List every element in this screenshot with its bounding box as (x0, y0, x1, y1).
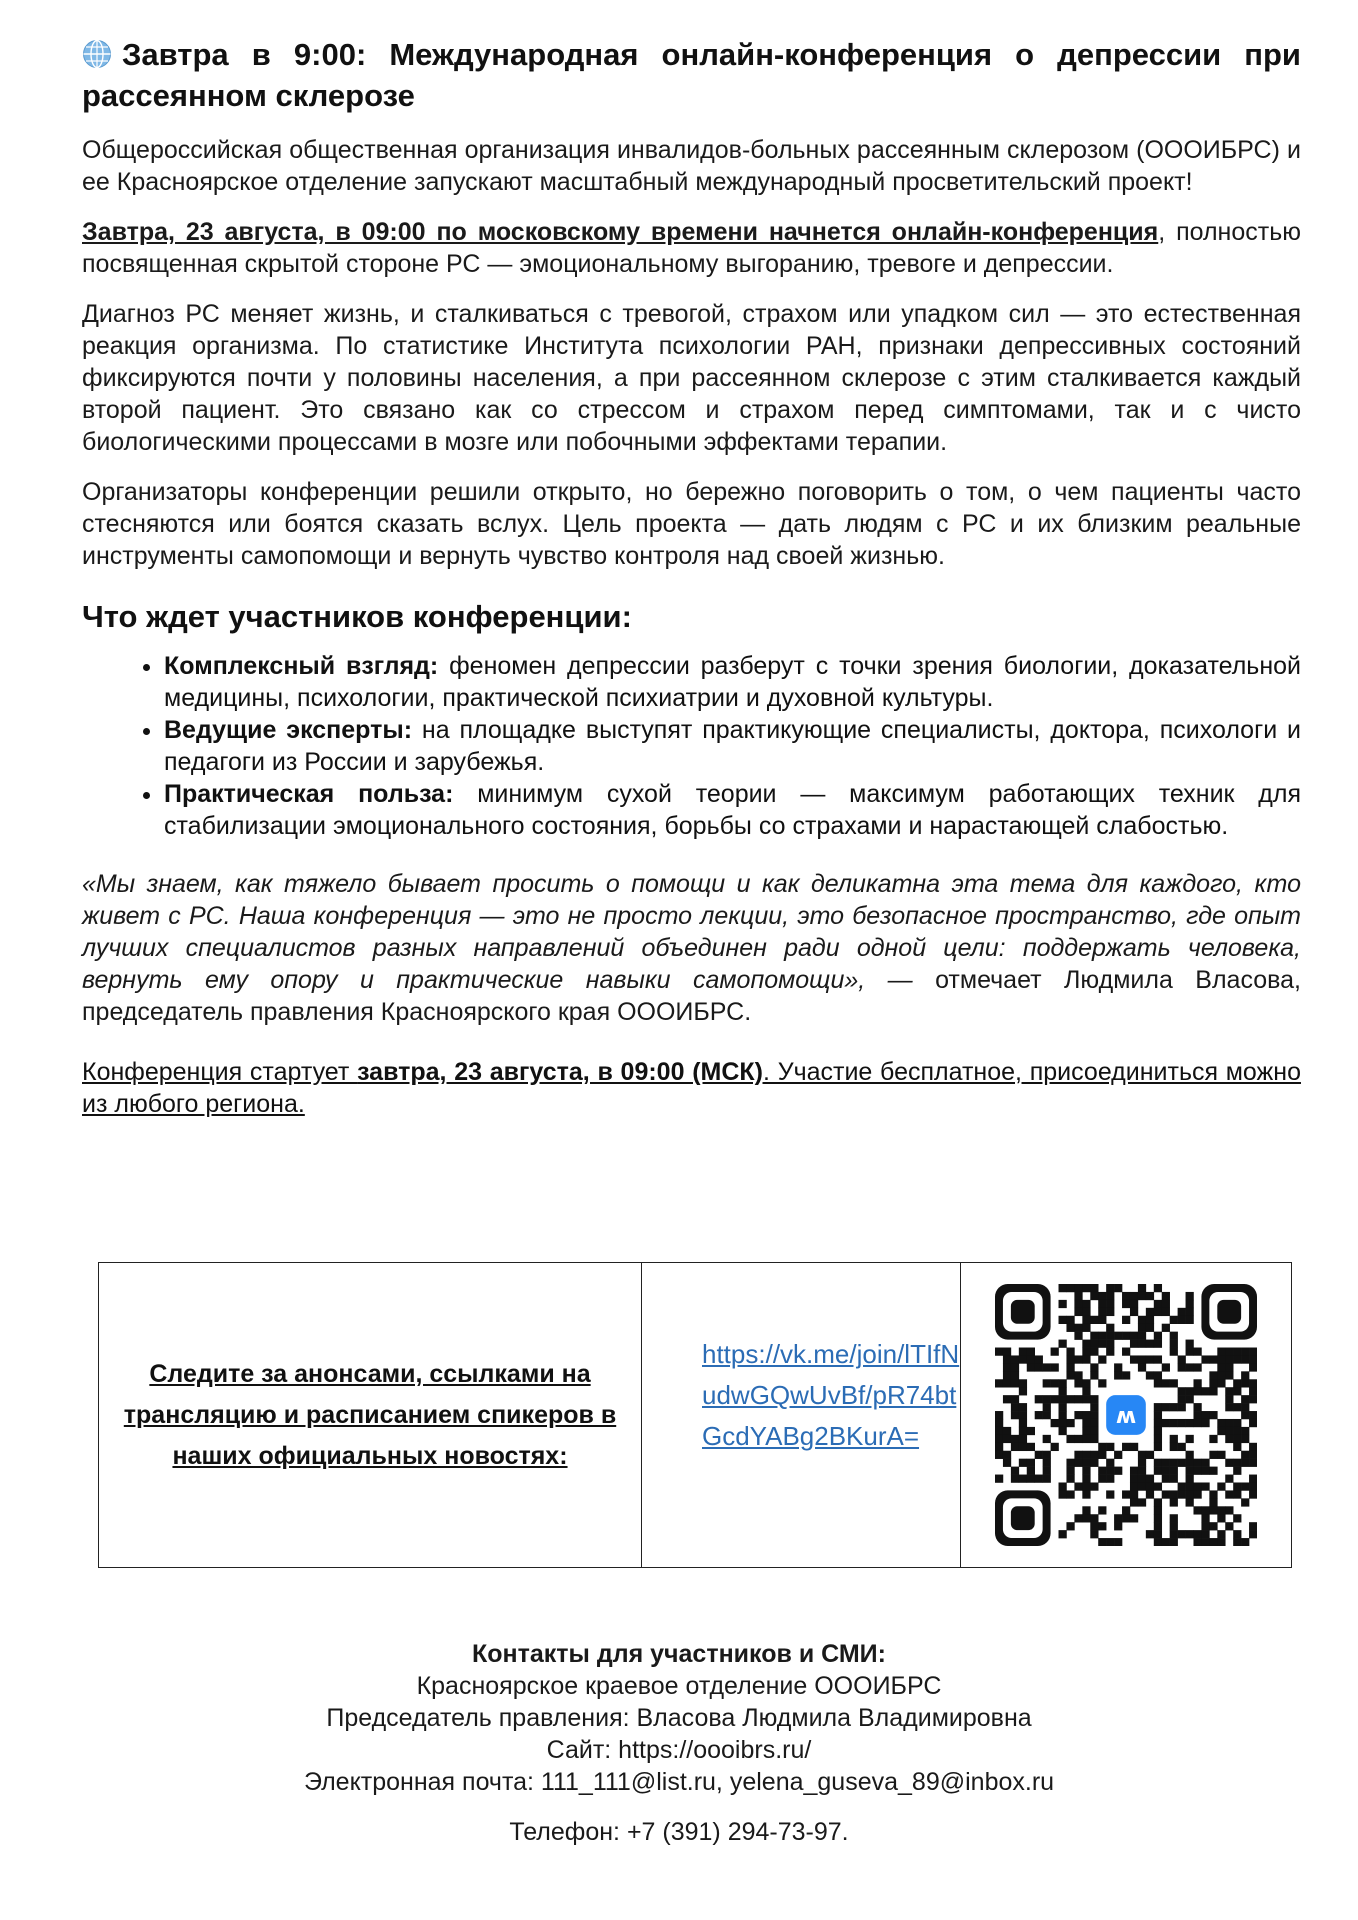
quote-attribution: отмечает Людмила Власова, председатель правления Красноярского края ОООИБРС. (82, 966, 1301, 1026)
contacts-heading: Контакты для участников и СМИ: (472, 1640, 886, 1668)
feature-label: Ведущие эксперты: (164, 716, 413, 744)
document-title (82, 34, 1301, 116)
contacts-chair: Председатель правления: Власова Людмила Владимировна (326, 1704, 1032, 1732)
start-paragraph (82, 1056, 1301, 1120)
start-date: завтра, 23 августа, в 09:00 (МСК) (357, 1058, 764, 1086)
feature-text: на площадке выступят практикующие специалисты, доктора, психологи и педагоги из России и зарубежья. (164, 716, 1302, 776)
section-heading: Что ждет участников конференции: (82, 599, 632, 634)
list-item (164, 650, 1301, 714)
announce-date: Завтра, 23 августа, в 09:00 по московскому времени начнется онлайн-конференция (82, 218, 1159, 246)
feature-text: минимум сухой теории — максимум работающих техник для стабилизации эмоционального состояния, борьбы со страхами и нарастающей слабостью. (164, 780, 1301, 840)
feature-text: феномен депрессии разберут с точки зрения биологии, доказательной медицины, психологии, практической психиатрии и духовной культуры. (164, 652, 1301, 712)
qr-code[interactable] (995, 1284, 1257, 1546)
vk-logo-mark: ʍ (1115, 1404, 1137, 1429)
start-pre: Конференция стартует (82, 1058, 358, 1086)
follow-text: Следите за анонсами, ссылками на трансляцию и расписанием спикеров в наших официальных новостях: (123, 1359, 617, 1470)
feature-label: Комплексный взгляд: (164, 652, 439, 680)
qr-cell (961, 1263, 1292, 1568)
contacts-site: Сайт: https://oooibrs.ru/ (546, 1736, 812, 1764)
quote-text: «Мы знаем, как тяжело бывает просить о помощи и как деликатна эта тема для каждого, кто живет с РС. Наша конференция — это не просто лекции, это безопасное пространство, где опыт лучших специалистов разных направлений объединен ради одной цели: поддержать человека, вернуть ему опору и практические навыки самопомощи», — (82, 870, 1301, 994)
announce-rest: , полностью посвященная скрытой стороне РС — эмоциональному выгоранию, тревоге и депрессии. (82, 218, 1301, 278)
contacts-org: Красноярское краевое отделение ОООИБРС (416, 1672, 942, 1700)
features-list (82, 650, 1301, 842)
contacts-block (0, 1638, 1358, 1848)
contacts-phone: Телефон: +7 (391) 294-73-97. (509, 1818, 849, 1846)
announce-paragraph (82, 216, 1301, 280)
quote-paragraph (82, 868, 1301, 1028)
news-table (98, 1262, 1292, 1568)
list-item (164, 714, 1301, 778)
link-cell (642, 1263, 961, 1568)
globe-icon (82, 39, 112, 69)
organizers-paragraph: Организаторы конференции решили открыто, но бережно поговорить о том, о чем пациенты часто стесняются или боятся сказать вслух. Цель проекта — дать людям с РС и их близким реальные инструменты самопомощи и вернуть чувство контроля над своей жизнью. (82, 478, 1301, 570)
follow-cell (99, 1263, 642, 1568)
feature-label: Практическая польза: (164, 780, 454, 808)
list-item (164, 778, 1301, 842)
start-post: . Участие бесплатное, присоединиться можно из любого региона. (82, 1058, 1301, 1118)
diagnosis-paragraph: Диагноз РС меняет жизнь, и сталкиваться с тревогой, страхом или упадком сил — это естественная реакция организма. По статистике Института психологии РАН, признаки депрессивных состояний фиксируются почти у половины населения, а при рассеянном склерозе с этим сталкивается каждый второй пациент. Это связано как со стрессом и страхом перед симптомами, так и с чисто биологическими процессами в мозге или побочными эффектами терапии. (82, 300, 1301, 456)
title-text: Завтра в 9:00: Международная онлайн-конференция о депрессии при рассеянном склерозе (82, 37, 1301, 113)
contacts-email: Электронная почта: 111_111@list.ru, yelena_guseva_89@inbox.ru (303, 1768, 1055, 1796)
intro-paragraph: Общероссийская общественная организация инвалидов-больных рассеянным склерозом (ОООИБРС) и ее Красноярское отделение запускают масштабный международный просветительский проект! (82, 136, 1301, 196)
vk-join-link[interactable]: https://vk.me/join/lTIfNudwGQwUvBf/pR74btGcdYABg2BKurA= (702, 1338, 960, 1451)
